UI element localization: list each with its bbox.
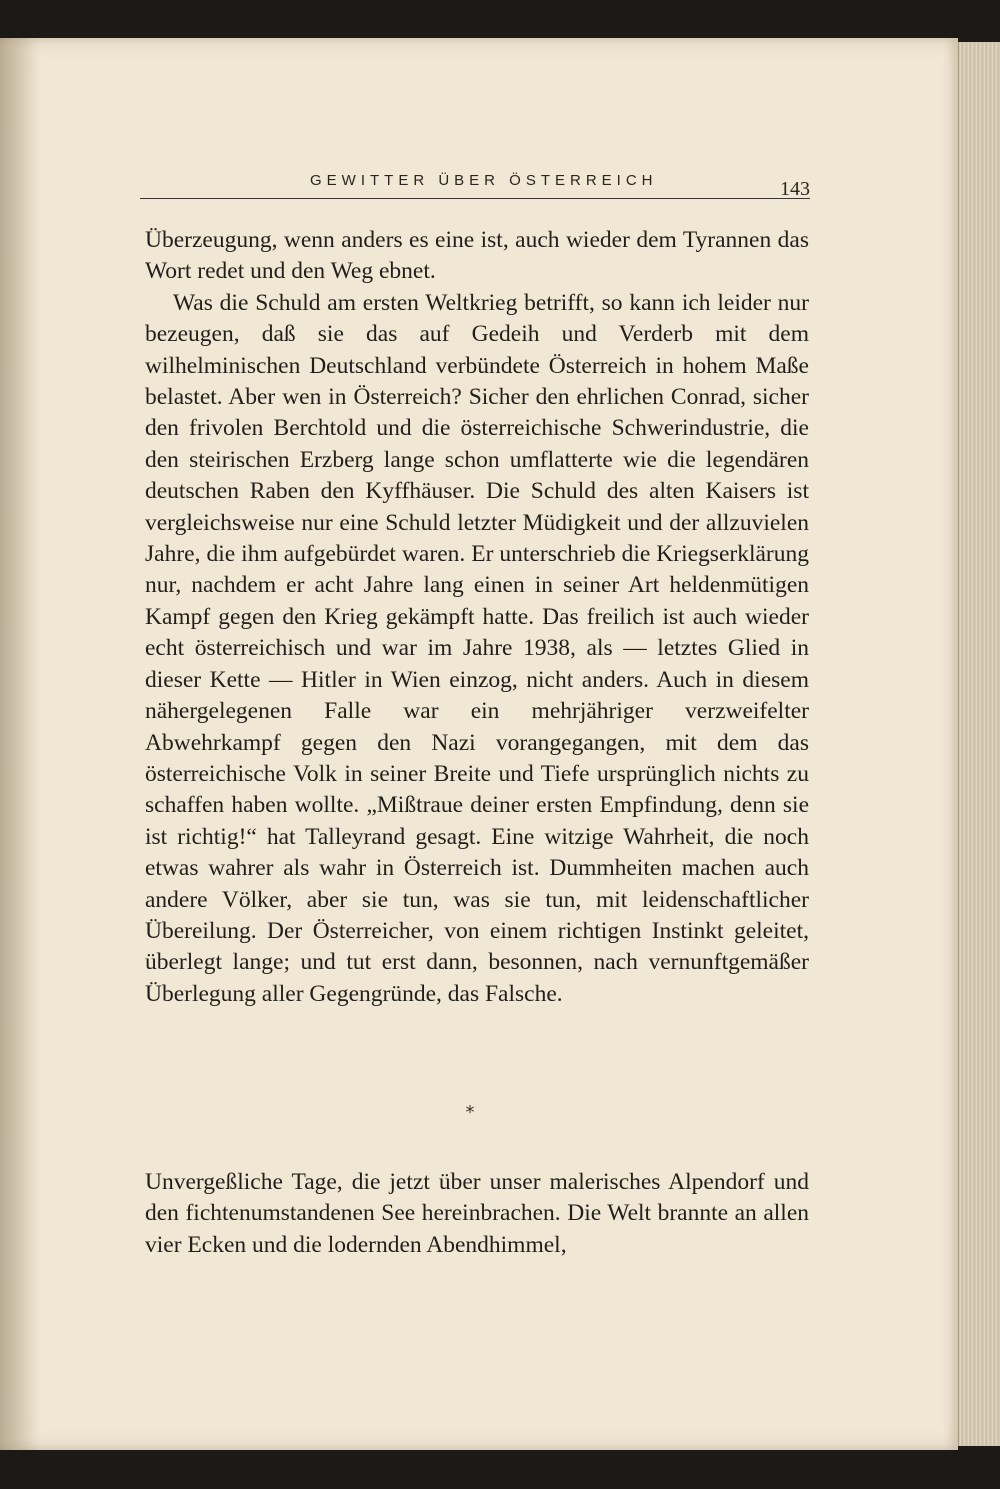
paragraph-2: Was die Schuld am ersten Weltkrieg betrifft, so kann ich leider nur bezeugen, daß sie das auf Gedeih und Verderb mit dem wilhelminischen Deutschland verbündete Österreich in hohem Maße belastet. Aber wen in Österreich? Sicher den ehrlichen Conrad, sicher den frivolen Berchtold und die österreichische Schwerindustrie, die den steirischen Erzberg lange schon umflatterte wie die legendären deutschen Raben den Kyffhäuser. Die Schuld des alten Kaisers ist vergleichsweise nur eine Schuld letzter Müdigkeit und der allzuvielen Jahre, die ihm aufgebürdet waren. Er unterschrieb die Kriegserklärung nur, nachdem er acht Jahre lang einen in seiner Art heldenmütigen Kampf gegen den Krieg gekämpft hatte. Das freilich ist auch wieder echt österreichisch und war im Jahre 1938, als — letztes Glied in dieser Kette — Hitler in Wien einzog, nicht anders. Auch in diesem nähergelegenen Falle war ein mehrjähriger verzweifelter Abwehrkampf gegen den Nazi vorangegangen, mit dem das österreichische Volk in seiner Breite und Tiefe ursprünglich nichts zu schaffen haben wollte. „Mißtraue deiner ersten Empfindung, denn sie ist richtig!“ hat Talleyrand gesagt. Eine witzige Wahrheit, die noch etwas wahrer als wahr in Österreich ist. Dummheiten machen auch andere Völker, aber sie tun, was sie tun, mit leidenschaftlicher Übereilung. Der Österreicher, von einem richtigen Instinkt geleitet, überlegt lange; und tut erst dann, besonnen, nach vernunftgemäßer Überlegung aller Gegengründe, das Falsche. bbox=[145, 289, 809, 1007]
body-text bbox=[145, 225, 809, 1010]
binding-gutter-shadow bbox=[0, 38, 40, 1450]
section-separator: * bbox=[465, 1102, 475, 1123]
section-2-text bbox=[145, 1167, 809, 1261]
running-header bbox=[140, 168, 812, 204]
paragraph-1: Überzeugung, wenn anders es eine ist, auch wieder dem Tyrannen das Wort redet und den Weg ebnet. bbox=[145, 227, 809, 285]
page-number: 143 bbox=[780, 178, 810, 200]
running-title: GEWITTER ÜBER ÖSTERREICH bbox=[310, 172, 658, 189]
header-rule bbox=[140, 198, 810, 199]
stacked-page-edges bbox=[958, 42, 1000, 1446]
section-2-paragraph-1: Unvergeßliche Tage, die jetzt über unser malerisches Alpendorf und den fichtenumstandenen See hereinbrachen. Die Welt brannte an allen vier Ecken und die lodernden Abendhimmel, bbox=[145, 1169, 809, 1258]
